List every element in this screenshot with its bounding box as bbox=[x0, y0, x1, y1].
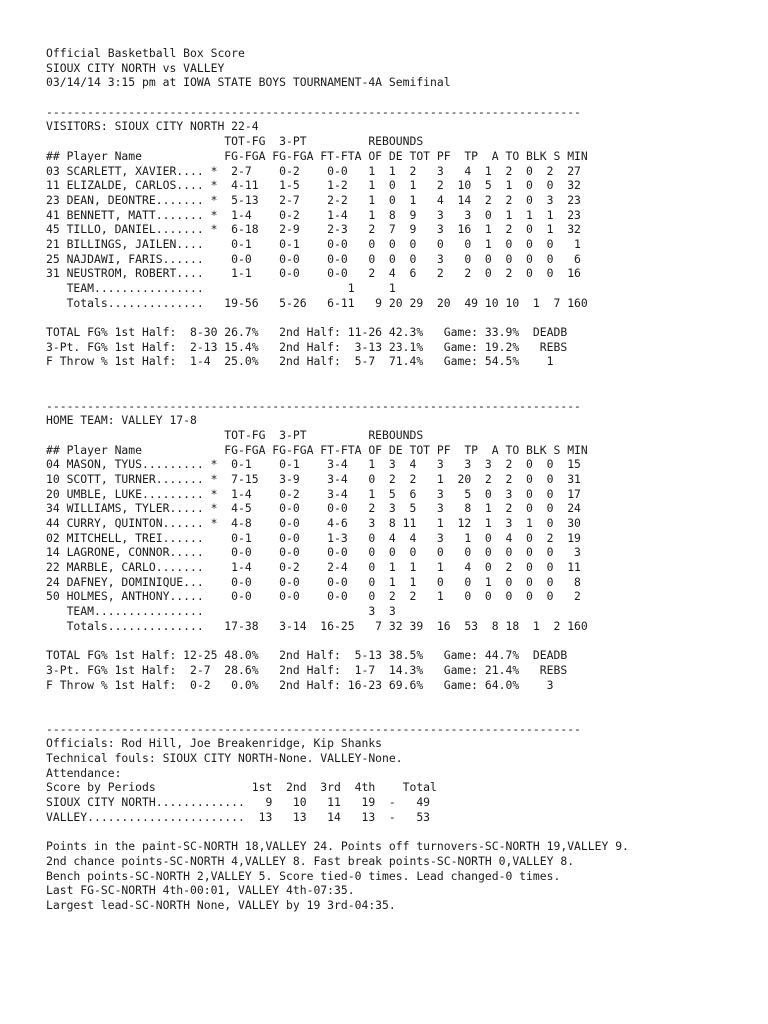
player-row: 03 SCARLETT, XAVIER.... * 2-7 0-2 0-0 1 1 2 3 4 1 2 0 2 27 bbox=[46, 163, 581, 178]
blank-line bbox=[46, 707, 629, 722]
team-row: TEAM................ 1 1 bbox=[46, 281, 396, 295]
player-row: 20 UMBLE, LUKE......... * 1-4 0-2 3-4 1 5 6 3 5 0 3 0 0 17 bbox=[46, 486, 581, 501]
game-info-line: 03/14/14 3:15 pm at IOWA STATE BOYS TOURNAMENT-4A Semifinal bbox=[46, 75, 451, 90]
stats-header-line-2: ## Player Name FG-FGA FG-FGA FT-FTA OF DE TOT PF TP A TO BLK S MIN bbox=[46, 442, 588, 457]
visitors-section bbox=[46, 119, 629, 369]
period-score-row: SIOUX CITY NORTH............. 9 10 11 19 - 49 bbox=[46, 795, 431, 810]
game-note-line: Last FG-SC-NORTH 4th-00:01, VALLEY 4th-07:35. bbox=[46, 883, 355, 898]
blank-line bbox=[46, 369, 629, 384]
blank-line bbox=[46, 824, 629, 839]
separator-line: ------------------------------------------------------------------------------ bbox=[46, 104, 581, 119]
technical-fouls-line: Technical fouls: SIOUX CITY NORTH-None. VALLEY-None. bbox=[46, 751, 403, 765]
player-row: 10 SCOTT, TURNER....... * 7-15 3-9 3-4 0 2 2 1 20 2 2 0 0 31 bbox=[46, 471, 581, 486]
game-note-line: Largest lead-SC-NORTH None, VALLEY by 19 3rd-04:35. bbox=[46, 897, 396, 912]
player-row: 25 NAJDAWI, FARIS...... 0-0 0-0 0-0 0 0 0 3 0 0 0 0 0 6 bbox=[46, 251, 581, 266]
blank-line bbox=[46, 634, 629, 649]
separator-line: ------------------------------------------------------------------------------ bbox=[46, 721, 581, 736]
player-row: 14 LAGRONE, CONNOR..... 0-0 0-0 0-0 0 0 0 0 0 0 0 0 0 3 bbox=[46, 545, 581, 560]
game-note-line: 2nd chance points-SC-NORTH 4,VALLEY 8. Fast break points-SC-NORTH 0,VALLEY 8. bbox=[46, 853, 575, 868]
box-score-document bbox=[46, 46, 629, 913]
blank-line bbox=[46, 90, 629, 105]
player-row: 45 TILLO, DANIEL....... * 6-18 2-9 2-3 2 7 9 3 16 1 2 0 1 32 bbox=[46, 222, 581, 237]
blank-line bbox=[46, 692, 629, 707]
player-row: 22 MARBLE, CARLO....... 1-4 0-2 2-4 0 1 1 1 4 0 2 0 0 11 bbox=[46, 560, 581, 575]
home-section bbox=[46, 413, 629, 692]
visitors-team-line: VISITORS: SIOUX CITY NORTH 22-4 bbox=[46, 119, 259, 134]
shooting-stats-line: TOTAL FG% 1st Half: 8-30 26.7% 2nd Half: 11-26 42.3% Game: 33.9% DEADB bbox=[46, 325, 568, 340]
game-note-line: Bench points-SC-NORTH 2,VALLEY 5. Score tied-0 times. Lead changed-0 times. bbox=[46, 868, 561, 883]
player-row: 34 WILLIAMS, TYLER..... * 4-5 0-0 0-0 2 3 5 3 8 1 2 0 0 24 bbox=[46, 501, 581, 516]
player-row: 23 DEAN, DEONTRE....... * 5-13 2-7 2-2 1 0 1 4 14 2 2 0 3 23 bbox=[46, 192, 581, 207]
game-note-line: Points in the paint-SC-NORTH 18,VALLEY 24. Points off turnovers-SC-NORTH 19,VALLEY 9. bbox=[46, 839, 629, 854]
shooting-stats-line: 3-Pt. FG% 1st Half: 2-13 15.4% 2nd Half: 3-13 23.1% Game: 19.2% REBS bbox=[46, 339, 568, 354]
team-row: TEAM................ 3 3 bbox=[46, 604, 396, 619]
attendance-line: Attendance: bbox=[46, 765, 122, 780]
shooting-stats-line: TOTAL FG% 1st Half: 12-25 48.0% 2nd Half: 5-13 38.5% Game: 44.7% DEADB bbox=[46, 648, 568, 663]
document-title: Official Basketball Box Score bbox=[46, 46, 245, 60]
officials-line: Officials: Rod Hill, Joe Breakenridge, Kip Shanks bbox=[46, 736, 383, 751]
shooting-stats-line: F Throw % 1st Half: 0-2 0.0% 2nd Half: 16-23 69.6% Game: 64.0% 3 bbox=[46, 677, 554, 692]
player-row: 11 ELIZALDE, CARLOS.... * 4-11 1-5 1-2 1 0 1 2 10 5 1 0 0 32 bbox=[46, 178, 581, 193]
stats-header-line-2: ## Player Name FG-FGA FG-FGA FT-FTA OF DE TOT PF TP A TO BLK S MIN bbox=[46, 148, 588, 163]
shooting-stats-line: F Throw % 1st Half: 1-4 25.0% 2nd Half: 5-7 71.4% Game: 54.5% 1 bbox=[46, 354, 554, 369]
stats-header-line-1: TOT-FG 3-PT REBOUNDS bbox=[46, 134, 424, 149]
stats-header-line-1: TOT-FG 3-PT REBOUNDS bbox=[46, 427, 424, 442]
player-row: 21 BILLINGS, JAILEN.... 0-1 0-1 0-0 0 0 0 0 0 1 0 0 0 1 bbox=[46, 236, 581, 251]
player-row: 31 NEUSTROM, ROBERT.... 1-1 0-0 0-0 2 4 6 2 2 0 2 0 0 16 bbox=[46, 266, 581, 281]
separator-line: ------------------------------------------------------------------------------ bbox=[46, 398, 581, 413]
blank-line bbox=[46, 310, 629, 325]
matchup-line: SIOUX CITY NORTH vs VALLEY bbox=[46, 60, 225, 75]
player-row: 24 DAFNEY, DOMINIQUE... 0-0 0-0 0-0 0 1 1 0 0 1 0 0 0 8 bbox=[46, 574, 581, 589]
shooting-stats-line: 3-Pt. FG% 1st Half: 2-7 28.6% 2nd Half: 1-7 14.3% Game: 21.4% REBS bbox=[46, 662, 568, 677]
totals-row: Totals.............. 17-38 3-14 16-25 7 32 39 16 53 8 18 1 2 160 bbox=[46, 618, 588, 633]
player-row: 50 HOLMES, ANTHONY..... 0-0 0-0 0-0 0 2 2 1 0 0 0 0 0 2 bbox=[46, 589, 581, 604]
player-row: 44 CURRY, QUINTON...... * 4-8 0-0 4-6 3 8 11 1 12 1 3 1 0 30 bbox=[46, 516, 581, 530]
player-row: 04 MASON, TYUS......... * 0-1 0-1 3-4 1 3 4 3 3 3 2 0 0 15 bbox=[46, 457, 581, 472]
home-team-line: HOME TEAM: VALLEY 17-8 bbox=[46, 413, 197, 428]
game-summary-section bbox=[46, 736, 629, 912]
player-row: 02 MITCHELL, TREI...... 0-1 0-0 1-3 0 4 4 3 1 0 4 0 2 19 bbox=[46, 530, 581, 545]
period-score-row: VALLEY....................... 13 13 14 13 - 53 bbox=[46, 809, 431, 824]
blank-line bbox=[46, 384, 629, 399]
totals-row: Totals.............. 19-56 5-26 6-11 9 20 29 20 49 10 10 1 7 160 bbox=[46, 295, 588, 310]
player-row: 41 BENNETT, MATT....... * 1-4 0-2 1-4 1 8 9 3 3 0 1 1 1 23 bbox=[46, 207, 581, 222]
periods-header: Score by Periods 1st 2nd 3rd 4th Total bbox=[46, 780, 437, 795]
